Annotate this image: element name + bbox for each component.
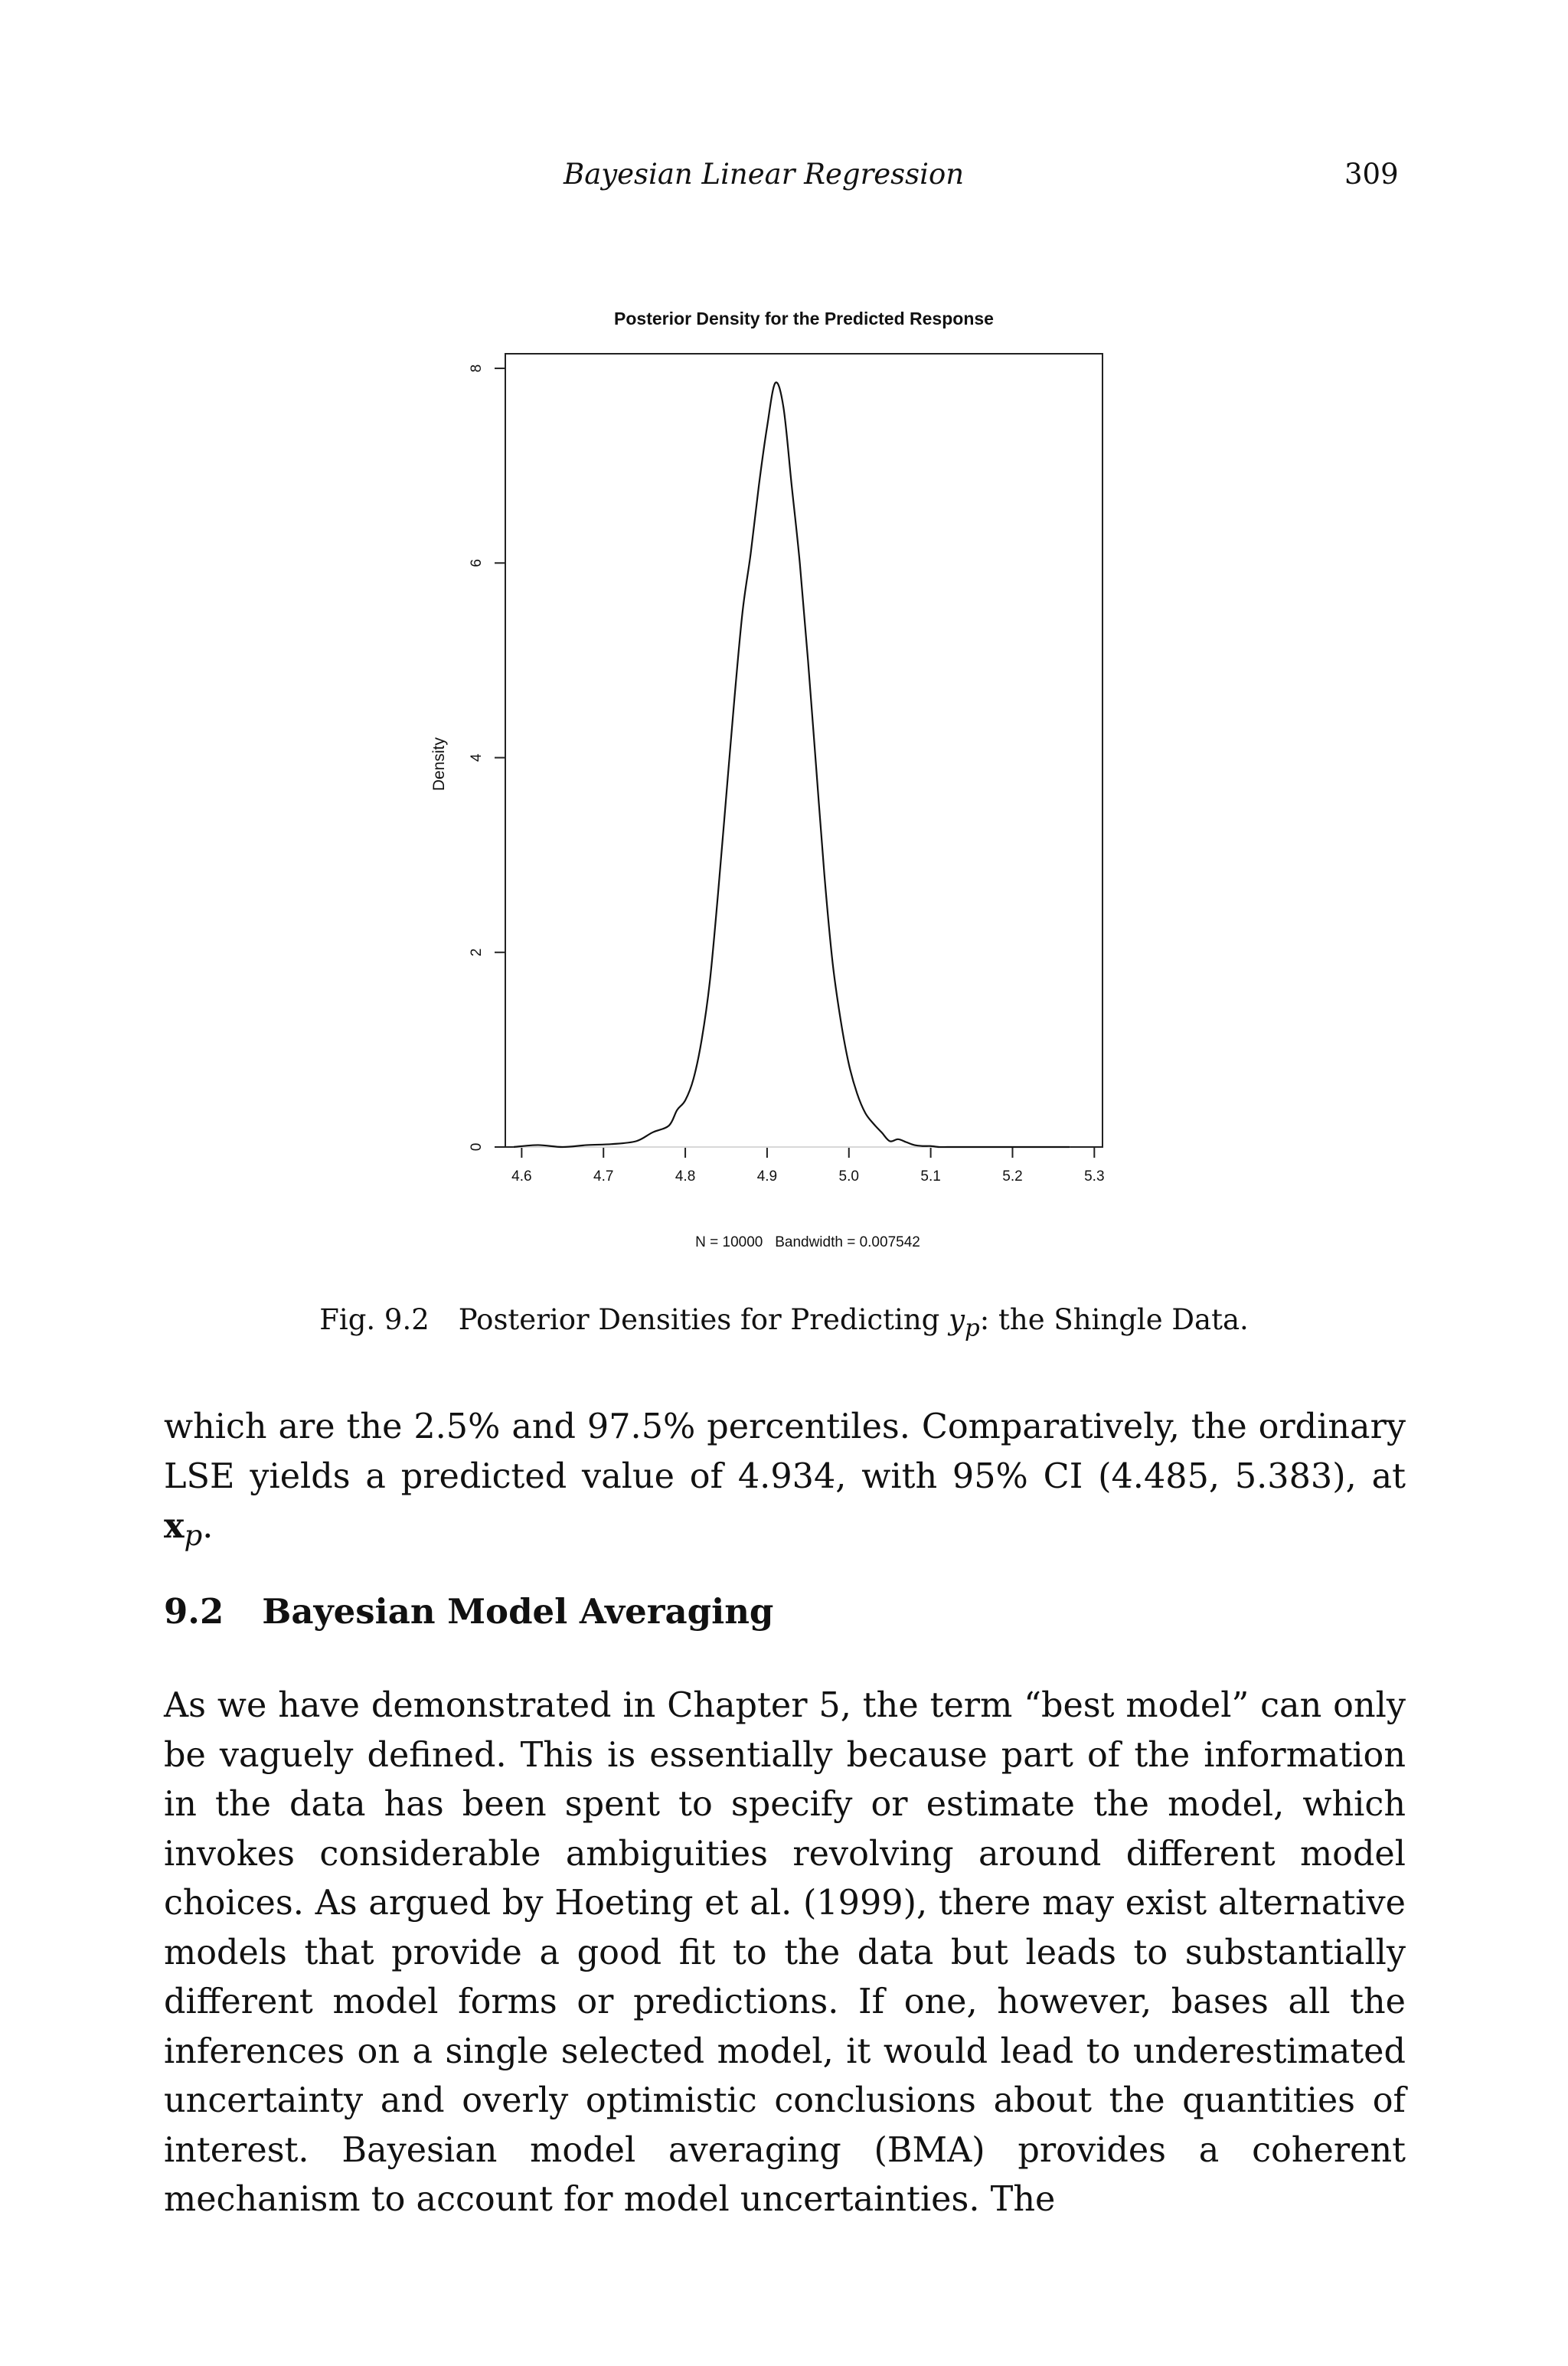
density-curve [514,382,1070,1147]
paragraph-1-line-2 [164,1453,1406,1561]
paragraph-1 [164,1403,1406,1560]
paragraph-2: As we have demonstrated in Chapter 5, the term “best model” can only be vaguely defined. This is essentially because part of the information in the data has been spent to specify or estimate the model, which invokes considerable ambiguities revolving around different model choices. As argued by Hoeting et al. (1999), there may exist alternative models that provide a good fit to the data but leads to substantially different model forms or predictions. If one, however, bases all the inferences on a single selected model, it would lead to underestimated uncertainty and overly optimistic conclusions about the quantities of interest. Bayesian model averaging (BMA) provides a coherent mechanism to account for model uncertainties. The [164,1686,1406,2219]
y-tick-label: 2 [469,948,485,957]
paragraph-1-line-1: which are the 2.5% and 97.5% percentiles. Comparatively, the ordinary [164,1407,1406,1446]
running-title: Bayesian Linear Regression [564,158,965,191]
x-tick-label: 5.2 [1002,1168,1023,1185]
paragraph-1-variable: x [164,1506,185,1546]
caption-subscript: p [965,1314,980,1342]
caption-suffix: : the Shingle Data. [979,1303,1249,1336]
paragraph-1-line-2-text: LSE yields a predicted value of 4.934, with 95% CI (4.485, 5.383), at [164,1456,1406,1496]
y-tick-label: 4 [469,753,485,762]
x-tick-label: 5.0 [838,1168,859,1185]
running-head [0,158,1568,196]
x-tick-label: 4.8 [675,1168,696,1185]
plot-frame [505,354,1102,1147]
density-chart [413,291,1133,1250]
figure-number: Fig. 9.2 [319,1303,430,1336]
chart-title: Posterior Density for the Predicted Response [614,309,994,328]
x-axis [511,1147,1104,1185]
y-tick-label: 8 [469,364,485,373]
caption-variable: y [949,1303,965,1336]
y-axis [469,364,505,1152]
x-tick-label: 5.1 [920,1168,941,1185]
y-axis-label: Density [430,737,448,792]
x-tick-label: 4.9 [756,1168,778,1185]
paragraph-1-suffix: . [202,1507,214,1546]
x-tick-label: 5.3 [1084,1168,1105,1185]
x-axis-label: N = 10000 Bandwidth = 0.007542 [695,1234,920,1250]
x-tick-label: 4.6 [511,1168,532,1185]
figure-caption [0,1303,1568,1341]
page-number: 309 [1344,158,1399,191]
y-tick-label: 6 [469,559,485,567]
x-tick-label: 4.7 [593,1168,614,1185]
section-heading [164,1591,773,1632]
section-title: Bayesian Model Averaging [262,1591,774,1632]
section-number: 9.2 [164,1591,224,1632]
caption-prefix: Posterior Densities for Predicting [458,1303,949,1336]
y-tick-label: 0 [469,1142,485,1152]
paragraph-1-subscript: p [184,1518,203,1552]
